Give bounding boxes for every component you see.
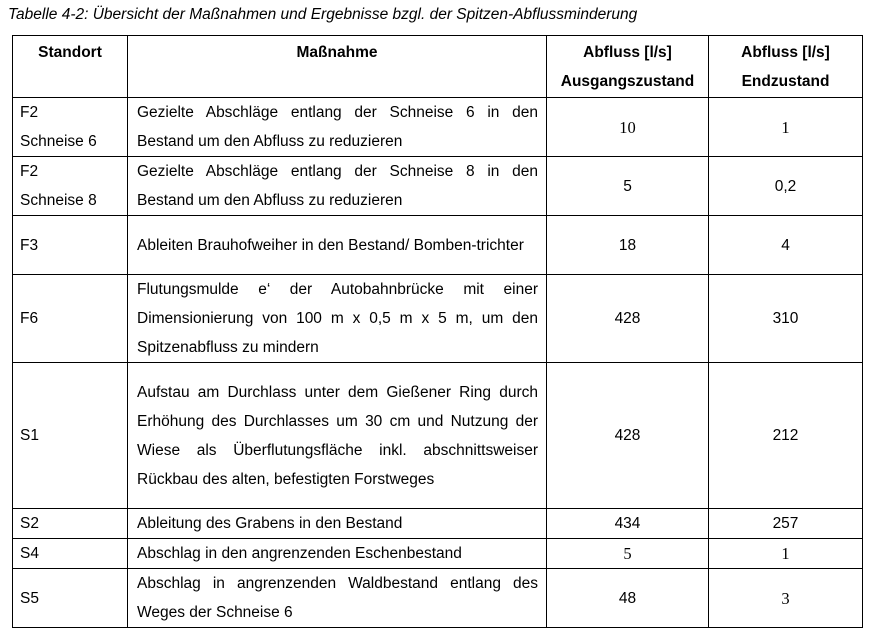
cell-end: 310 xyxy=(709,275,863,363)
standort-code: S2 xyxy=(20,515,39,532)
cell-standort xyxy=(13,275,128,363)
cell-standort xyxy=(13,569,128,628)
cell-standort xyxy=(13,216,128,275)
table-row xyxy=(13,275,863,363)
table-row xyxy=(13,157,863,216)
header-ausgangszustand xyxy=(547,36,709,98)
cell-ausgang: 48 xyxy=(547,569,709,628)
table-caption: Tabelle 4-2: Übersicht der Maßnahmen und Ergebnisse bzgl. der Spitzen-Abflussminderung xyxy=(8,6,638,23)
table-row xyxy=(13,216,863,275)
cell-massnahme: Gezielte Abschläge entlang der Schneise 8 in den Bestand um den Abfluss zu reduzieren xyxy=(128,157,547,216)
standort-code: F2 xyxy=(20,104,39,121)
cell-massnahme: Aufstau am Durchlass unter dem Gießener Ring durch Erhöhung des Durchlasses um 30 cm und Nutzung der Wiese als Überflutungsfläche inkl. abschnittsweiser Rückbau des alten, befestigten Forstweges xyxy=(128,363,547,509)
cell-massnahme: Ableiten Brauhofweiher in den Bestand/ Bomben-trichter xyxy=(128,216,547,275)
cell-end: 1 xyxy=(709,539,863,569)
standort-schneise: Schneise 8 xyxy=(20,192,97,209)
cell-standort xyxy=(13,98,128,157)
header-end-unit: Abfluss [l/s] xyxy=(741,44,830,61)
cell-end: 212 xyxy=(709,363,863,509)
cell-end: 257 xyxy=(709,509,863,539)
cell-ausgang: 428 xyxy=(547,363,709,509)
cell-ausgang: 434 xyxy=(547,509,709,539)
cell-ausgang: 5 xyxy=(547,157,709,216)
standort-code: S5 xyxy=(20,589,39,607)
measures-table xyxy=(12,35,863,628)
header-endzustand xyxy=(709,36,863,98)
cell-end: 0,2 xyxy=(709,157,863,216)
standort-code: S4 xyxy=(20,545,39,562)
cell-ausgang: 18 xyxy=(547,216,709,275)
standort-code: F2 xyxy=(20,163,39,180)
cell-massnahme: Abschlag in angrenzenden Waldbestand entlang des Weges der Schneise 6 xyxy=(128,569,547,628)
cell-massnahme: Ableitung des Grabens in den Bestand xyxy=(128,509,547,539)
cell-massnahme: Flutungsmulde e‘ der Autobahnbrücke mit einer Dimensionierung von 100 m x 0,5 m x 5 m, um den Spitzenabfluss zu mindern xyxy=(128,275,547,363)
cell-standort xyxy=(13,363,128,509)
cell-ausgang: 5 xyxy=(547,539,709,569)
standort-code: F6 xyxy=(20,310,39,327)
cell-ausgang: 428 xyxy=(547,275,709,363)
table-row xyxy=(13,363,863,509)
header-massnahme: Maßnahme xyxy=(128,36,547,98)
cell-massnahme: Abschlag in den angrenzenden Eschenbestand xyxy=(128,539,547,569)
header-ausgang-unit: Abfluss [l/s] xyxy=(583,44,672,61)
table-row xyxy=(13,569,863,628)
cell-ausgang: 10 xyxy=(547,98,709,157)
cell-end: 3 xyxy=(709,569,863,628)
cell-standort xyxy=(13,509,128,539)
header-ausgang-label: Ausgangszustand xyxy=(560,73,695,90)
header-standort: Standort xyxy=(13,36,128,98)
standort-schneise: Schneise 6 xyxy=(20,133,97,150)
header-row xyxy=(13,36,863,98)
table-row xyxy=(13,539,863,569)
cell-end: 1 xyxy=(709,98,863,157)
cell-standort xyxy=(13,539,128,569)
standort-code: F3 xyxy=(20,236,39,254)
cell-standort xyxy=(13,157,128,216)
cell-massnahme: Gezielte Abschläge entlang der Schneise 6 in den Bestand um den Abfluss zu reduzieren xyxy=(128,98,547,157)
cell-end: 4 xyxy=(709,216,863,275)
table-row xyxy=(13,509,863,539)
header-end-label: Endzustand xyxy=(741,73,830,90)
standort-code: S1 xyxy=(20,427,39,444)
table-row xyxy=(13,98,863,157)
